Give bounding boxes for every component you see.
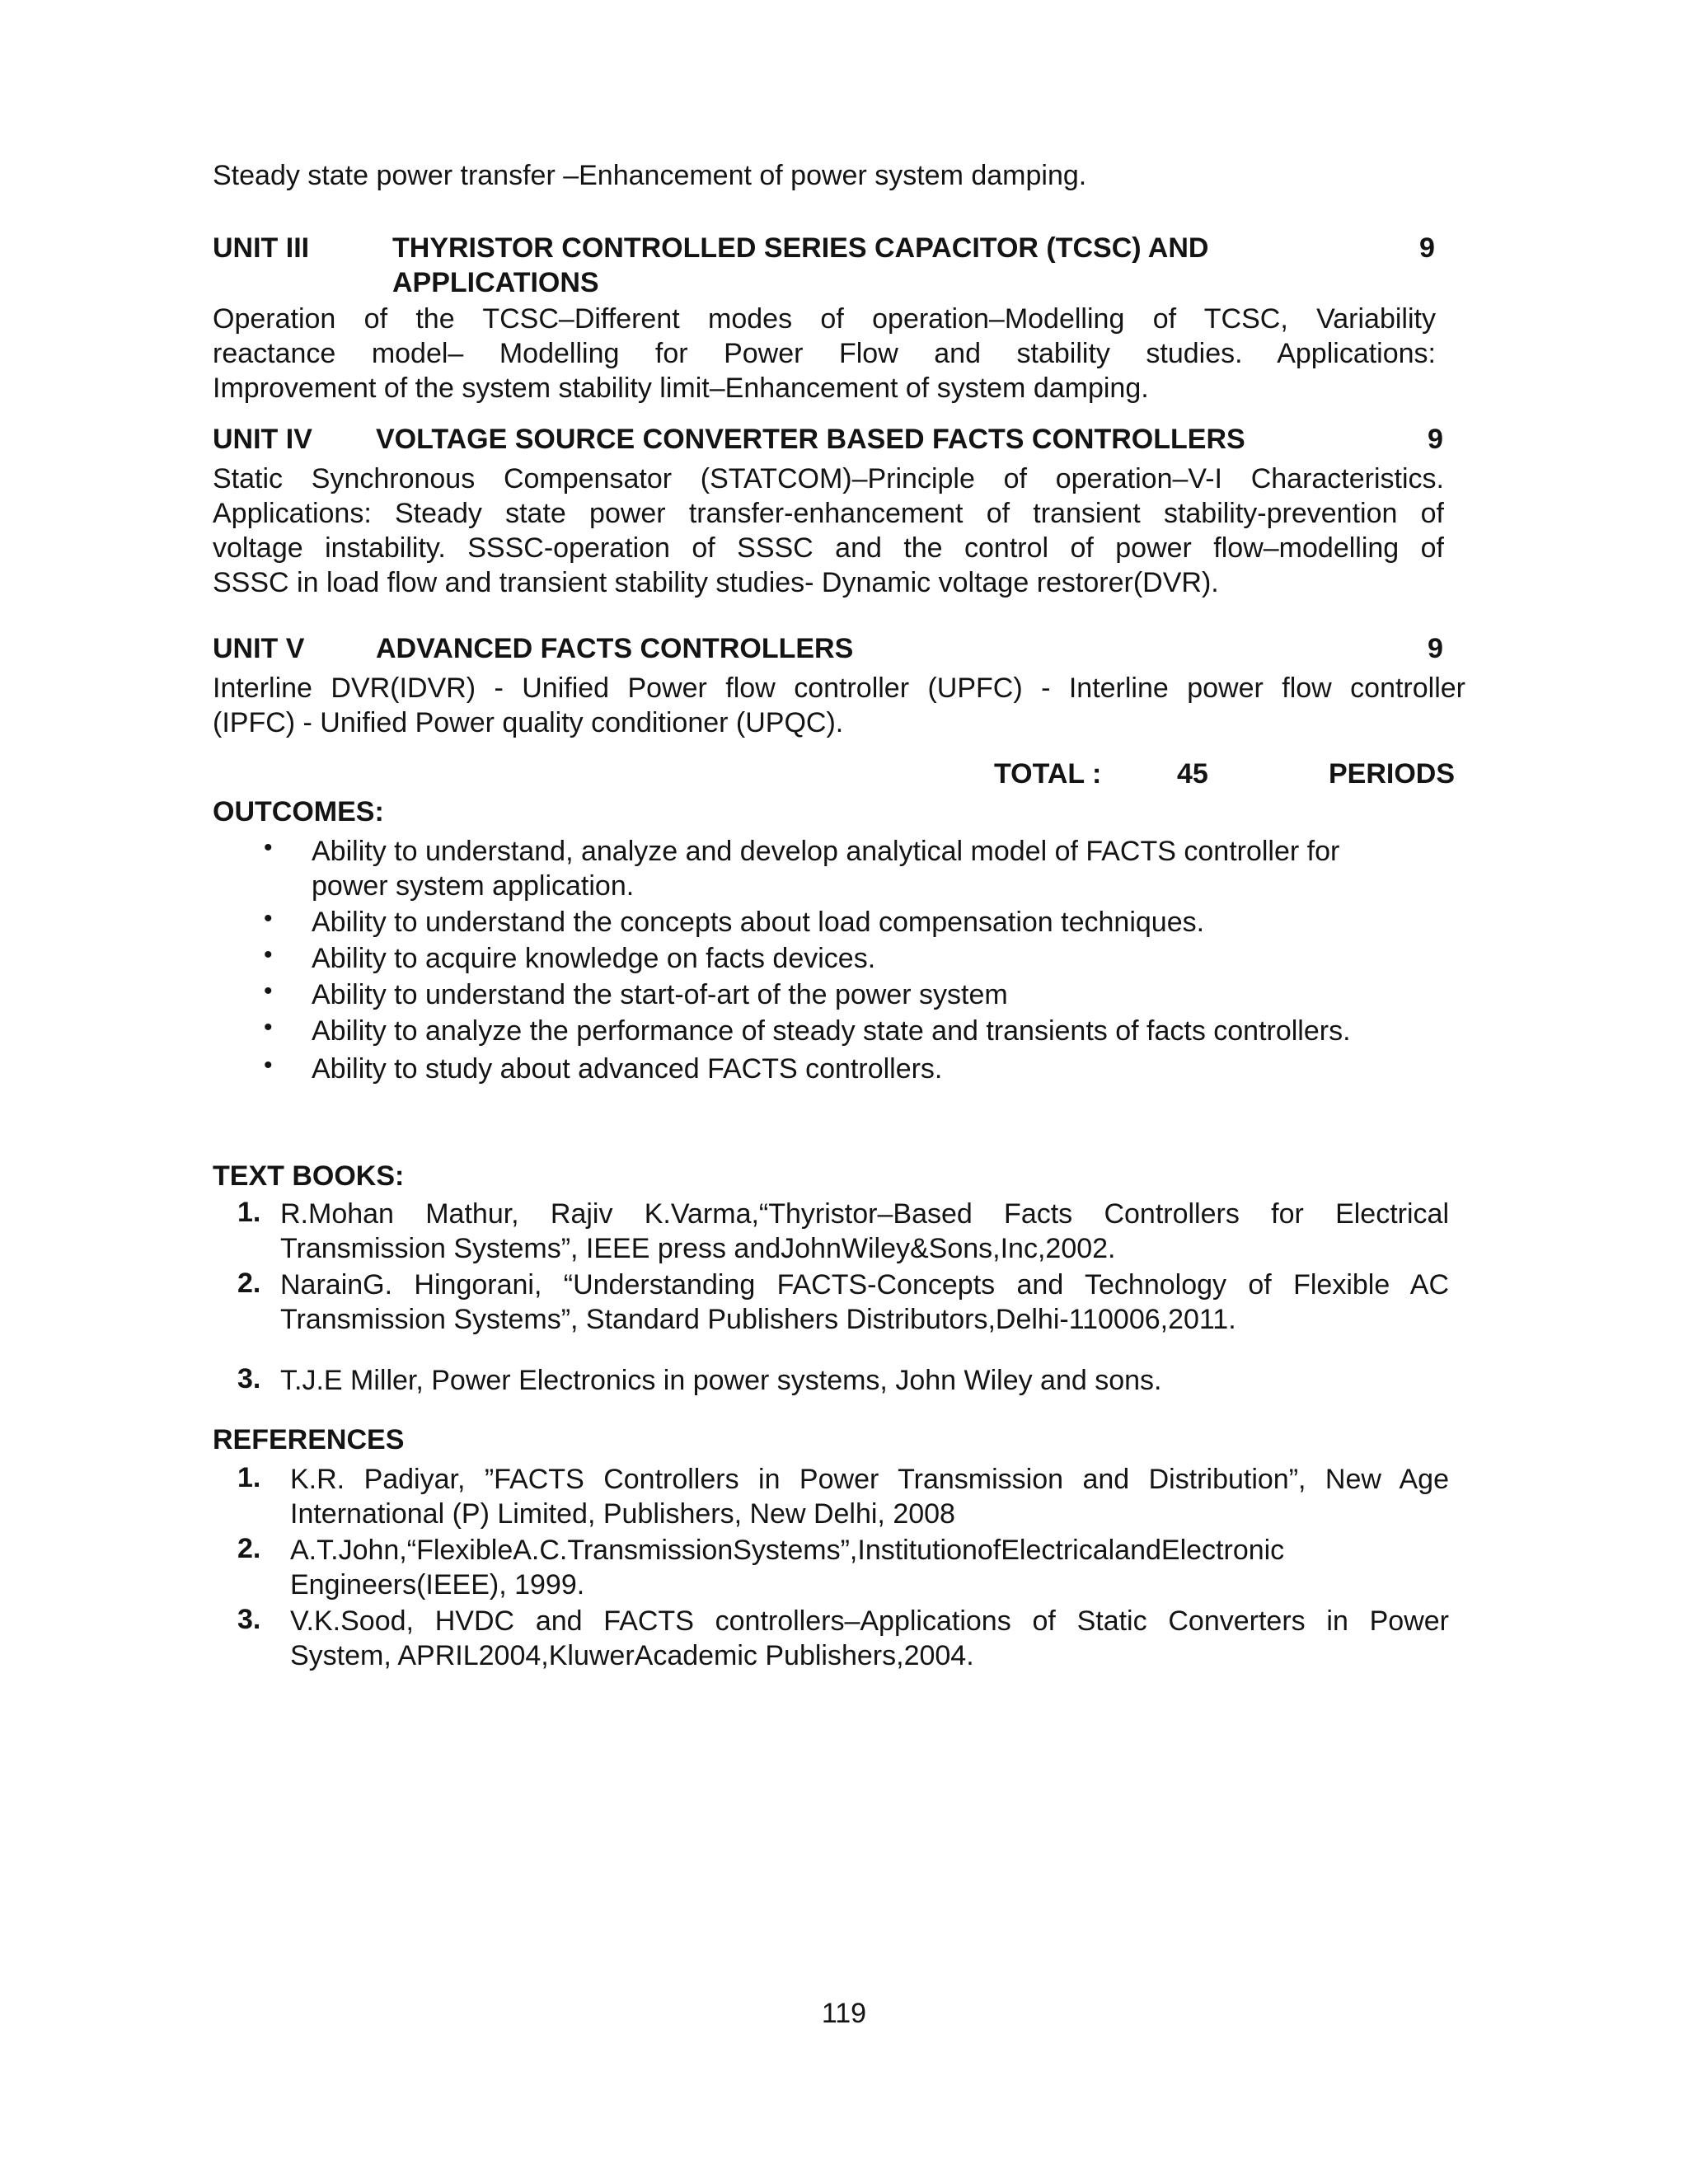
- bullet-icon: •: [264, 905, 273, 932]
- text-book-line: T.J.E Miller, Power Electronics in power systems, John Wiley and sons.: [280, 1365, 1162, 1396]
- outcome-item: Ability to understand the concepts about load compensation techniques.: [312, 907, 1205, 938]
- outcomes-heading: OUTCOMES:: [213, 796, 384, 827]
- outcome-item: Ability to acquire knowledge on facts devices.: [312, 943, 876, 974]
- unit-hours: 9: [1428, 633, 1443, 664]
- unit-body-line: Improvement of the system stability limit–Enhancement of system damping.: [213, 373, 1149, 404]
- total-unit: PERIODS: [1329, 758, 1456, 790]
- unit-title: ADVANCED FACTS CONTROLLERS: [376, 633, 854, 664]
- unit-code: UNIT IV: [213, 424, 312, 455]
- unit-title-cont: APPLICATIONS: [392, 267, 599, 298]
- unit-body-line: Applications: Steady state power transfer-enhancement of transient stability-prevention of: [213, 498, 1444, 529]
- list-number: 3.: [237, 1604, 261, 1635]
- outcome-item: Ability to analyze the performance of steady state and transients of facts controllers.: [312, 1015, 1351, 1047]
- list-number: 2.: [237, 1533, 261, 1564]
- page-number: 119: [821, 1998, 867, 2029]
- unit-hours: 9: [1428, 424, 1443, 455]
- unit-code: UNIT V: [213, 633, 305, 664]
- list-number: 3.: [237, 1363, 261, 1394]
- bullet-icon: •: [264, 1014, 273, 1041]
- outcome-item-cont: power system application.: [312, 870, 635, 902]
- unit-body-line: Static Synchronous Compensator (STATCOM)–Principle of operation–V-I Characteristics.: [213, 463, 1444, 494]
- list-number: 2.: [237, 1268, 261, 1299]
- text-book-line: NarainG. Hingorani, “Understanding FACTS-Concepts and Technology of Flexible AC: [280, 1269, 1449, 1301]
- list-number: 1.: [237, 1197, 261, 1228]
- text-books-heading: TEXT BOOKS:: [213, 1160, 405, 1192]
- bullet-icon: •: [264, 834, 273, 861]
- unit-body-line: reactance model– Modelling for Power Flow and stability studies. Applications:: [213, 338, 1436, 369]
- unit-body-line: SSSC in load flow and transient stability studies- Dynamic voltage restorer(DVR).: [213, 567, 1219, 598]
- unit-body-line: voltage instability. SSSC-operation of SSSC and the control of power flow–modelling of: [213, 532, 1444, 564]
- text-book-line: Transmission Systems”, Standard Publishers Distributors,Delhi-110006,2011.: [280, 1304, 1236, 1335]
- bullet-icon: •: [264, 1052, 273, 1079]
- unit-title: THYRISTOR CONTROLLED SERIES CAPACITOR (TCSC) AND: [392, 232, 1209, 264]
- unit-body-line: (IPFC) - Unified Power quality conditioner (UPQC).: [213, 707, 844, 738]
- list-number: 1.: [237, 1462, 261, 1493]
- unit-hours: 9: [1419, 232, 1435, 264]
- total-value: 45: [1177, 758, 1208, 790]
- unit-code: UNIT III: [213, 232, 310, 264]
- reference-line: V.K.Sood, HVDC and FACTS controllers–Applications of Static Converters in Power: [290, 1605, 1449, 1637]
- outcome-item: Ability to understand the start-of-art of the power system: [312, 979, 1008, 1010]
- outcome-item: Ability to study about advanced FACTS controllers.: [312, 1053, 943, 1085]
- reference-line: A.T.John,“FlexibleA.C.TransmissionSystems”,InstitutionofElectricalandElectronic: [290, 1535, 1285, 1566]
- reference-line: International (P) Limited, Publishers, New Delhi, 2008: [290, 1498, 955, 1530]
- bullet-icon: •: [264, 941, 273, 968]
- unit-body-line: Interline DVR(IDVR) - Unified Power flow controller (UPFC) - Interline power flow controller: [213, 673, 1465, 704]
- intro-line: Steady state power transfer –Enhancement of power system damping.: [213, 160, 1087, 191]
- unit-title: VOLTAGE SOURCE CONVERTER BASED FACTS CONTROLLERS: [376, 424, 1245, 455]
- unit-body-line: Operation of the TCSC–Different modes of operation–Modelling of TCSC, Variability: [213, 303, 1436, 335]
- text-book-line: R.Mohan Mathur, Rajiv K.Varma,“Thyristor–Based Facts Controllers for Electrical: [280, 1198, 1449, 1230]
- reference-line: Engineers(IEEE), 1999.: [290, 1569, 585, 1601]
- reference-line: System, APRIL2004,KluwerAcademic Publishers,2004.: [290, 1640, 974, 1671]
- reference-line: K.R. Padiyar, ”FACTS Controllers in Power Transmission and Distribution”, New Age: [290, 1464, 1449, 1495]
- references-heading: REFERENCES: [213, 1424, 405, 1455]
- bullet-icon: •: [264, 977, 273, 1005]
- text-book-line: Transmission Systems”, IEEE press andJohnWiley&Sons,Inc,2002.: [280, 1233, 1116, 1264]
- total-label: TOTAL :: [994, 758, 1102, 790]
- outcome-item: Ability to understand, analyze and develop analytical model of FACTS controller for: [312, 836, 1340, 867]
